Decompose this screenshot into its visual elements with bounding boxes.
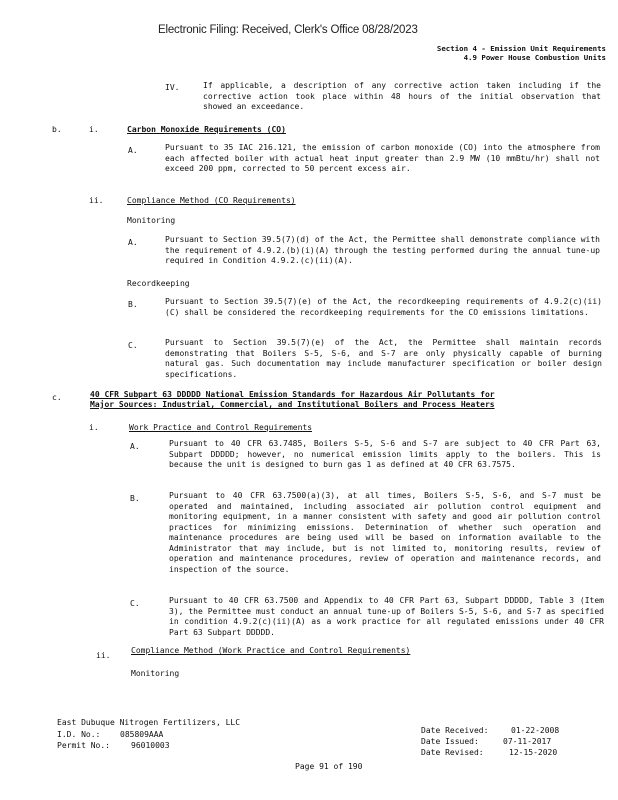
footer-issued-label: Date Issued:	[421, 737, 479, 746]
section-c-ii-number: ii.	[96, 651, 111, 660]
footer-revised-value: 12-15-2020	[509, 748, 558, 757]
footer-permit-value: 96010003	[131, 741, 170, 750]
footer-id-value: 085809AAA	[120, 730, 164, 739]
footer-id-label: I.D. No.:	[57, 730, 101, 739]
co-item-a-text: Pursuant to 35 IAC 216.121, the emission of carbon monoxide (CO) into the atmosphere from each affected boiler with actual heat input greater than 2.9 MW (10 mmBtu/hr) shall not exceed 200 ppm, corrected to 50 percent excess air.	[165, 143, 600, 173]
work-practice-c-text: Pursuant to 40 CFR 63.7500 and Appendix to 40 CFR Part 63, Subpart DDDDD, Table 3 (Item 3), the Permittee must conduct an annual tune-up of Boilers S-5, S-6, and S-7 as specified in condition 4.9.2(c)(ii)(A) as a work practice for all regulated emissions under 40 CFR Part 63 Subpart DDDDD.	[169, 596, 604, 637]
footer-received-label: Date Received:	[421, 726, 489, 735]
work-practice-c-label: C.	[130, 599, 140, 608]
section-header-line1: Section 4 - Emission Unit Requirements	[436, 44, 606, 53]
co-monitoring-a-label: A.	[128, 238, 138, 247]
co-recordkeeping-c-text: Pursuant to Section 39.5(7)(e) of the Act, the Permittee shall maintain records demonstrating that Boilers S-5, S-6, and S-7 are only physically capable of burning natural gas. Such documentation may include manufacturer specification or boiler design specifications.	[165, 338, 602, 379]
co-compliance-heading: Compliance Method (CO Requirements)	[127, 196, 296, 205]
section-c-letter: c.	[52, 393, 62, 402]
work-practice-a-label: A.	[130, 442, 140, 451]
footer-permit-label: Permit No.:	[57, 741, 110, 750]
section-b-i-number: i.	[89, 125, 99, 134]
work-practice-monitoring-label: Monitoring	[131, 669, 180, 678]
co-recordkeeping-label: Recordkeeping	[127, 279, 190, 288]
cfr-heading-line1: 40 CFR Subpart 63 DDDDD National Emission Standards for Hazardous Air Pollutants for	[90, 390, 495, 399]
page-number: Page 91 of 190	[295, 762, 363, 771]
work-practice-heading: Work Practice and Control Requirements	[129, 423, 313, 432]
section-b-letter: b.	[52, 125, 62, 134]
footer-company: East Dubuque Nitrogen Fertilizers, LLC	[57, 718, 241, 727]
section-header-line2: 4.9 Power House Combustion Units	[463, 53, 606, 62]
cfr-heading-line2: Major Sources: Industrial, Commercial, and Institutional Boilers and Process Heaters	[90, 400, 495, 409]
co-monitoring-label: Monitoring	[127, 216, 176, 225]
electronic-filing-banner: Electronic Filing: Received, Clerk's Office 08/28/2023	[158, 24, 418, 36]
co-monitoring-a-text: Pursuant to Section 39.5(7)(d) of the Act, the Permittee shall demonstrate compliance with the requirement of 4.9.2.(b)(i)(A) through the testing performed during the annual tune-up required in Condition 4.9.2.(c)(ii)(A).	[165, 235, 600, 265]
work-practice-a-text: Pursuant to 40 CFR 63.7485, Boilers S-5, S-6 and S-7 are subject to 40 CFR Part 63, Subpart DDDDD; however, no numerical emission limits apply to the boilers. This is because the unit is designed to burn gas 1 as defined at 40 CFR 63.7575.	[169, 439, 601, 469]
co-requirements-heading: Carbon Monoxide Requirements (CO)	[127, 125, 286, 134]
footer-issued-value: 07-11-2017	[503, 737, 552, 746]
item-iv-text: If applicable, a description of any corrective action taken including if the corrective action took place within 48 hours of the initial observation that showed an exceedance.	[203, 81, 601, 111]
work-practice-compliance-heading: Compliance Method (Work Practice and Control Requirements)	[131, 646, 411, 655]
item-iv-number: IV.	[165, 83, 180, 92]
co-recordkeeping-c-label: C.	[128, 341, 138, 350]
footer-revised-label: Date Revised:	[421, 748, 484, 757]
co-item-a-label: A.	[128, 146, 138, 155]
co-recordkeeping-b-label: B.	[128, 300, 138, 309]
work-practice-b-text: Pursuant to 40 CFR 63.7500(a)(3), at all times, Boilers S-5, S-6, and S-7 must be operated and maintained, including associated air pollution control equipment and monitoring equipment, in a manner consistent with safety and good air pollution control practices for minimizing emissions. Determination of whether such operation and maintenance procedures are being used will be based on information available to the Administrator that may include, but is not limited to, monitoring results, review of operation and maintenance procedures, review of operation and maintenance records, and inspection of the source.	[169, 491, 601, 574]
co-recordkeeping-b-text: Pursuant to Section 39.5(7)(e) of the Act, the recordkeeping requirements of 4.9.2(c)(ii)(C) shall be considered the recordkeeping requirements for the CO emissions limitations.	[165, 297, 602, 317]
section-b-ii-number: ii.	[89, 196, 104, 205]
work-practice-b-label: B.	[130, 494, 140, 503]
footer-received-value: 01-22-2008	[511, 726, 560, 735]
section-c-i-number: i.	[89, 423, 99, 432]
